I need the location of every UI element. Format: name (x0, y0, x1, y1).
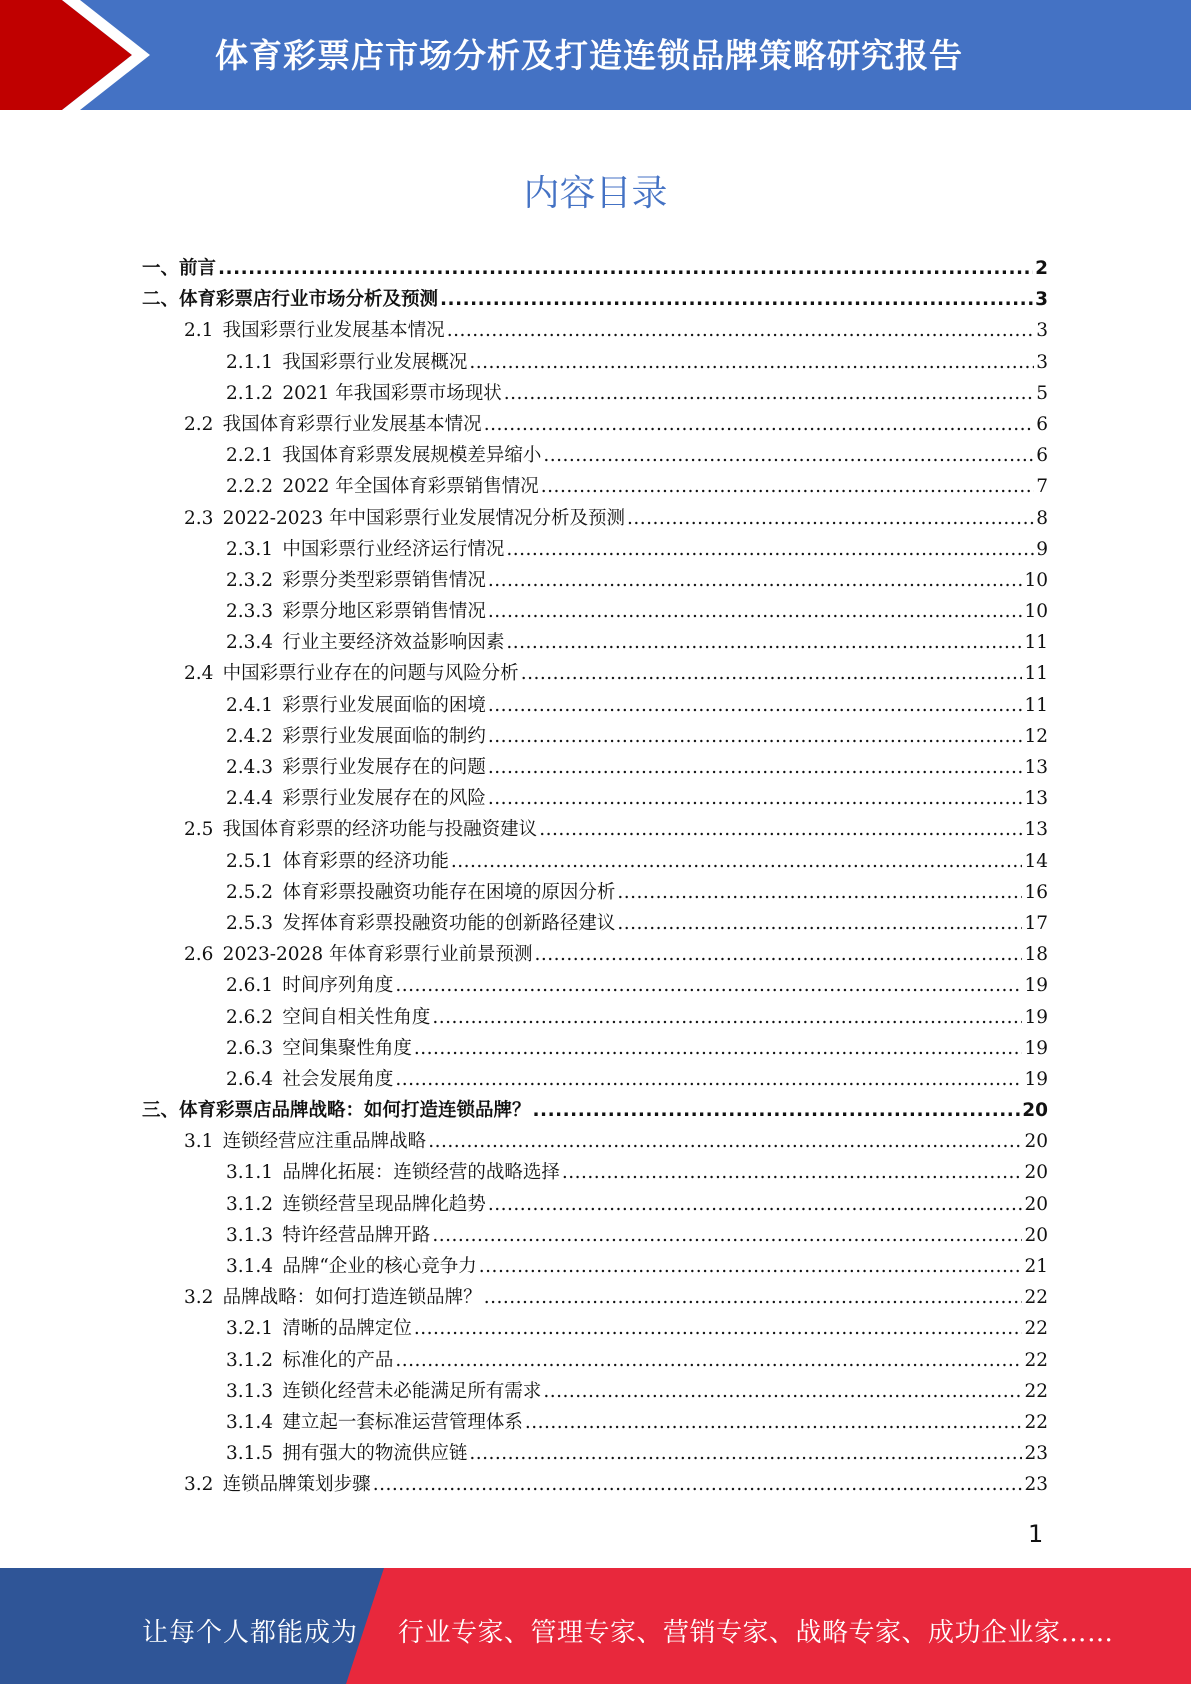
toc-entry-number: 2.5.3 (226, 912, 274, 934)
toc-dot-leader (469, 1438, 1022, 1469)
toc-dot-leader (504, 378, 1034, 409)
toc-entry-page: 3 (1035, 289, 1048, 311)
toc-entry-page: 20 (1024, 1193, 1048, 1215)
toc-entry-label (226, 1157, 560, 1188)
toc-entry-number: 2.3.1 (226, 538, 274, 560)
toc-entry-page: 20 (1024, 1224, 1048, 1246)
toc-entry-number: 2.1 (184, 320, 214, 342)
toc-dot-leader (488, 783, 1023, 814)
toc-entry-text: 空间自相关性角度 (282, 1006, 431, 1028)
toc-entry-label (184, 409, 482, 440)
toc-entry-label (184, 315, 445, 346)
toc-entry-page: 23 (1024, 1474, 1048, 1496)
page-number: 1 (1028, 1520, 1044, 1548)
toc-entry-text: 中国彩票行业存在的问题与风险分析 (222, 663, 519, 685)
toc-dot-leader (414, 1313, 1023, 1344)
toc-entry[interactable] (142, 253, 1048, 284)
report-title: 体育彩票店市场分析及打造连锁品牌策略研究报告 (215, 36, 963, 75)
toc-entry-text: 我国体育彩票发展规模差异缩小 (282, 445, 542, 467)
toc-entry[interactable] (142, 1313, 1048, 1344)
toc-dot-leader (218, 253, 1033, 284)
toc-entry-number: 2.2.1 (226, 445, 274, 467)
toc-entry[interactable] (142, 627, 1048, 658)
toc-dot-leader (395, 1345, 1022, 1376)
toc-dot-leader (488, 690, 1023, 721)
toc-entry-label (226, 471, 539, 502)
toc-entry-number: 3.1.4 (226, 1411, 274, 1433)
toc-entry-label (226, 534, 504, 565)
toc-entry-page: 10 (1024, 569, 1048, 591)
toc-entry[interactable] (142, 814, 1048, 845)
toc-entry-label (184, 1126, 426, 1157)
toc-entry-text: 连锁经营应注重品牌战略 (222, 1131, 427, 1153)
toc-entry-page: 13 (1024, 788, 1048, 810)
toc-entry-page: 5 (1036, 382, 1048, 404)
toc-entry-label (226, 1438, 467, 1469)
toc-entry-label (226, 440, 541, 471)
toc-entry-number: 3.2.1 (226, 1318, 274, 1340)
toc-entry-page: 6 (1036, 413, 1048, 435)
toc-dot-leader (539, 814, 1022, 845)
toc-entry[interactable] (142, 1376, 1048, 1407)
toc-entry[interactable] (142, 1064, 1048, 1095)
toc-dot-leader (617, 877, 1022, 908)
toc-entry[interactable] (142, 534, 1048, 565)
toc-entry-text: 标准化的产品 (282, 1349, 394, 1371)
toc-entry-number: 3.2 (184, 1287, 214, 1309)
toc-dot-leader (484, 1282, 1023, 1313)
toc-dot-leader (479, 1251, 1023, 1282)
toc-entry-text: 我国体育彩票行业发展基本情况 (222, 413, 482, 435)
toc-entry-page: 22 (1024, 1287, 1048, 1309)
toc-dot-leader (488, 565, 1023, 596)
toc-entry[interactable] (142, 939, 1048, 970)
toc-entry[interactable] (142, 440, 1048, 471)
toc-entry-page: 19 (1024, 1037, 1048, 1059)
toc-dot-leader (543, 1376, 1022, 1407)
toc-entry-label (184, 939, 532, 970)
toc-title: 内容目录 (523, 173, 668, 214)
toc-entry-text: 我国体育彩票的经济功能与投融资建议 (222, 819, 538, 841)
toc-entry-text: 彩票分地区彩票销售情况 (282, 601, 486, 623)
toc-entry-number: 2.4 (184, 663, 214, 685)
toc-entry-page: 11 (1024, 694, 1048, 716)
toc-entry-page: 19 (1024, 1068, 1048, 1090)
toc-dot-leader (541, 471, 1034, 502)
toc-entry-number: 三、 (142, 1100, 180, 1122)
toc-entry-number: 2.2 (184, 413, 214, 435)
toc-dot-leader (447, 315, 1035, 346)
toc-entry[interactable] (142, 1189, 1048, 1220)
toc-entry[interactable] (142, 1251, 1048, 1282)
toc-entry[interactable] (142, 1407, 1048, 1438)
toc-entry[interactable] (142, 1220, 1048, 1251)
toc-entry-number: 3.1.3 (226, 1224, 274, 1246)
toc-entry-page: 19 (1024, 975, 1048, 997)
toc-entry-page: 9 (1036, 538, 1048, 560)
toc-dot-leader (440, 284, 1033, 315)
toc-entry-number: 2.6.2 (226, 1006, 274, 1028)
toc-entry-text: 发挥体育彩票投融资功能的创新路径建议 (282, 912, 616, 934)
toc-dot-leader (373, 1469, 1023, 1500)
toc-entry-text: 连锁化经营未必能满足所有需求 (282, 1380, 542, 1402)
toc-entry-label (226, 1189, 486, 1220)
toc-entry-text: 特许经营品牌开路 (282, 1224, 431, 1246)
toc-entry-number: 3.1.3 (226, 1380, 274, 1402)
toc-entry-label (226, 721, 486, 752)
toc-entry[interactable] (142, 378, 1048, 409)
toc-entry-text: 彩票行业发展面临的制约 (282, 725, 486, 747)
toc-entry-text: 体育彩票店行业市场分析及预测 (179, 289, 439, 311)
toc-entry-label (226, 347, 467, 378)
toc-entry[interactable] (142, 877, 1048, 908)
toc-entry-label (226, 1251, 477, 1282)
toc-entry-label (226, 596, 486, 627)
toc-entry-label (226, 1002, 430, 1033)
toc-entry-page: 11 (1024, 663, 1048, 685)
toc-entry-page: 22 (1024, 1380, 1048, 1402)
toc-entry-page: 6 (1036, 445, 1048, 467)
toc-entry[interactable] (142, 970, 1048, 1001)
toc-entry-label (226, 1376, 541, 1407)
toc-entry-number: 2.3.2 (226, 569, 274, 591)
toc-entry-number: 3.1.4 (226, 1256, 274, 1277)
toc-entry-number: 3.1.5 (226, 1443, 274, 1465)
toc-entry-text: 2022 年全国体育彩票销售情况 (282, 476, 539, 498)
toc-dot-leader (469, 347, 1034, 378)
toc-entry-number: 2.5 (184, 819, 214, 841)
toc-dot-leader (562, 1157, 1023, 1188)
toc-dot-leader (543, 440, 1034, 471)
toc-entry-number: 3.1.1 (226, 1162, 274, 1184)
toc-entry[interactable] (142, 1469, 1048, 1500)
toc-entry-label (226, 1313, 412, 1344)
toc-dot-leader (432, 1220, 1022, 1251)
toc-entry-label (226, 1220, 430, 1251)
toc-entry[interactable] (142, 721, 1048, 752)
toc-entry[interactable] (142, 1157, 1048, 1188)
toc-dot-leader (395, 1064, 1022, 1095)
toc-entry-text: 彩票行业发展面临的困境 (282, 694, 486, 716)
toc-entry[interactable] (142, 1033, 1048, 1064)
toc-entry-number: 2.6.4 (226, 1068, 274, 1090)
toc-entry-text: 2022-2023 年中国彩票行业发展情况分析及预测 (222, 507, 625, 529)
toc-entry-text: 2023-2028 年体育彩票行业前景预测 (222, 944, 533, 966)
toc-entry-label (226, 908, 615, 939)
toc-entry-number: 3.1 (184, 1131, 214, 1153)
toc-entry-number: 2.4.2 (226, 725, 274, 747)
toc-entry-text: 2021 年我国彩票市场现状 (282, 382, 502, 404)
toc-entry[interactable] (142, 284, 1048, 315)
toc-entry[interactable] (142, 565, 1048, 596)
toc-entry-page: 20 (1022, 1100, 1048, 1122)
toc-entry-number: 2.4.4 (226, 788, 274, 810)
toc-entry-text: 体育彩票投融资功能存在困境的原因分析 (282, 881, 616, 903)
toc-entry-text: 我国彩票行业发展概况 (282, 351, 468, 373)
toc-entry-label (184, 503, 625, 534)
toc-entry-number: 2.4.1 (226, 694, 274, 716)
toc-entry-number: 2.4.3 (226, 757, 274, 778)
toc-entry-text: 清晰的品牌定位 (282, 1318, 412, 1340)
toc-dot-leader (484, 409, 1035, 440)
toc-entry[interactable] (142, 1126, 1048, 1157)
toc-dot-leader (488, 721, 1023, 752)
toc-entry-number: 一、 (142, 258, 180, 279)
toc-entry-label (226, 877, 615, 908)
toc-entry-page: 22 (1024, 1349, 1048, 1371)
toc-entry[interactable] (142, 471, 1048, 502)
toc-dot-leader (451, 846, 1023, 877)
toc-entry-page: 14 (1024, 850, 1048, 872)
toc-entry-page: 17 (1024, 912, 1048, 934)
toc-entry-text: 品牌“企业的核心竞争力 (282, 1256, 477, 1277)
toc-dot-leader (506, 627, 1022, 658)
toc-entry-page: 18 (1024, 944, 1048, 966)
toc-dot-leader (488, 1189, 1023, 1220)
toc-entry-text: 彩票分类型彩票销售情况 (282, 569, 486, 591)
toc-entry-page: 20 (1024, 1162, 1048, 1184)
toc-entry-number: 2.6.1 (226, 975, 274, 997)
toc-entry-page: 22 (1024, 1411, 1048, 1433)
toc-entry-page: 22 (1024, 1318, 1048, 1340)
toc-entry-number: 3.1.2 (226, 1193, 274, 1215)
toc-entry-label (226, 378, 502, 409)
toc-entry-text: 拥有强大的物流供应链 (282, 1443, 468, 1465)
toc-entry-label (226, 970, 393, 1001)
toc-entry-text: 彩票行业发展存在的问题 (282, 757, 486, 778)
toc-entry-label (226, 1345, 393, 1376)
toc-entry-number: 3.1.2 (226, 1349, 274, 1371)
toc-entry-page: 3 (1036, 320, 1048, 342)
footer-slogan-left: 让每个人都能成为 (142, 1618, 359, 1648)
toc-entry-text: 体育彩票店品牌战略：如何打造连锁品牌？ (179, 1100, 531, 1122)
toc-entry-number: 2.3.4 (226, 632, 274, 654)
toc-entry-label (226, 1033, 412, 1064)
toc-entry[interactable] (142, 783, 1048, 814)
toc-entry-number: 2.6.3 (226, 1037, 274, 1059)
toc-dot-leader (521, 658, 1023, 689)
toc-entry-label (184, 658, 519, 689)
toc-entry[interactable] (142, 658, 1048, 689)
toc-entry-number: 3.2 (184, 1474, 214, 1496)
toc-entry[interactable] (142, 846, 1048, 877)
toc-entry[interactable] (142, 690, 1048, 721)
toc-entry-page: 19 (1024, 1006, 1048, 1028)
toc-entry-text: 空间集聚性角度 (282, 1037, 412, 1059)
toc-entry-page: 12 (1024, 725, 1048, 747)
toc-entry-number: 2.2.2 (226, 476, 274, 498)
toc-entry-number: 2.3 (184, 507, 214, 529)
toc-dot-leader (525, 1407, 1023, 1438)
toc-entry-label (142, 253, 216, 284)
toc-dot-leader (395, 970, 1022, 1001)
toc-dot-leader (414, 1033, 1023, 1064)
toc-dot-leader (432, 1002, 1022, 1033)
toc-entry-label (226, 627, 504, 658)
toc-entry-number: 2.1.1 (226, 351, 274, 373)
toc-entry-page: 13 (1024, 819, 1048, 841)
toc-entry[interactable] (142, 908, 1048, 939)
toc-entry-number: 二、 (142, 289, 180, 311)
toc-entry[interactable] (142, 1002, 1048, 1033)
toc-entry-text: 行业主要经济效益影响因素 (282, 632, 505, 654)
toc-entry-page: 23 (1024, 1443, 1048, 1465)
toc-dot-leader (428, 1126, 1022, 1157)
toc-entry-number: 2.1.2 (226, 382, 274, 404)
toc-entry-text: 社会发展角度 (282, 1068, 394, 1090)
toc-entry-page: 7 (1036, 476, 1048, 498)
toc-entry[interactable] (142, 596, 1048, 627)
toc-dot-leader (627, 503, 1034, 534)
toc-entry-number: 2.5.1 (226, 850, 274, 872)
toc-entry-label (184, 1282, 482, 1313)
toc-entry-label (226, 846, 449, 877)
toc-dot-leader (488, 752, 1023, 783)
toc-entry-label (142, 284, 438, 315)
toc-entry-page: 16 (1024, 881, 1048, 903)
table-of-contents (142, 253, 1048, 1501)
footer-slogan-right: 行业专家、管理专家、营销专家、战略专家、成功企业家…… (398, 1618, 1114, 1648)
toc-entry[interactable] (142, 1438, 1048, 1469)
toc-dot-leader (533, 1095, 1021, 1126)
toc-entry[interactable] (142, 1282, 1048, 1313)
toc-entry-text: 连锁经营呈现品牌化趋势 (282, 1193, 486, 1215)
toc-entry-page: 13 (1024, 757, 1048, 778)
toc-entry-text: 体育彩票的经济功能 (282, 850, 449, 872)
toc-dot-leader (534, 939, 1022, 970)
toc-dot-leader (506, 534, 1034, 565)
toc-entry-text: 前言 (179, 258, 217, 279)
footer-banner (0, 1568, 1191, 1684)
toc-entry-label (184, 1469, 371, 1500)
toc-entry-label (226, 565, 486, 596)
toc-entry-text: 连锁品牌策划步骤 (222, 1474, 371, 1496)
toc-entry[interactable] (142, 347, 1048, 378)
toc-entry-text: 中国彩票行业经济运行情况 (282, 538, 505, 560)
toc-entry[interactable] (142, 752, 1048, 783)
toc-entry-label (226, 690, 486, 721)
toc-dot-leader (617, 908, 1022, 939)
toc-entry-text: 品牌战略：如何打造连锁品牌？ (222, 1287, 482, 1309)
toc-entry-page: 20 (1024, 1131, 1048, 1153)
toc-entry-page: 21 (1024, 1256, 1048, 1277)
toc-dot-leader (488, 596, 1023, 627)
toc-entry-page: 8 (1036, 507, 1048, 529)
toc-entry-text: 建立起一套标准运营管理体系 (282, 1411, 523, 1433)
toc-entry[interactable] (142, 315, 1048, 346)
toc-entry-label (226, 752, 486, 783)
toc-entry-number: 2.5.2 (226, 881, 274, 903)
toc-entry-page: 2 (1035, 258, 1048, 279)
toc-entry-text: 时间序列角度 (282, 975, 394, 997)
toc-entry-text: 品牌化拓展：连锁经营的战略选择 (282, 1162, 560, 1184)
toc-entry-text: 彩票行业发展存在的风险 (282, 788, 486, 810)
toc-entry-number: 2.6 (184, 944, 214, 966)
toc-entry-label (226, 783, 486, 814)
toc-entry-label (142, 1095, 531, 1126)
toc-entry-label (184, 814, 537, 845)
toc-entry[interactable] (142, 1345, 1048, 1376)
toc-entry-number: 2.3.3 (226, 601, 274, 623)
toc-entry-page: 3 (1036, 351, 1048, 373)
report-header (0, 0, 1191, 110)
toc-entry[interactable] (142, 409, 1048, 440)
toc-entry-label (226, 1064, 393, 1095)
toc-entry[interactable] (142, 503, 1048, 534)
toc-entry[interactable] (142, 1095, 1048, 1126)
toc-entry-label (226, 1407, 523, 1438)
toc-entry-text: 我国彩票行业发展基本情况 (222, 320, 445, 342)
toc-entry-page: 10 (1024, 601, 1048, 623)
toc-entry-page: 11 (1024, 632, 1048, 654)
